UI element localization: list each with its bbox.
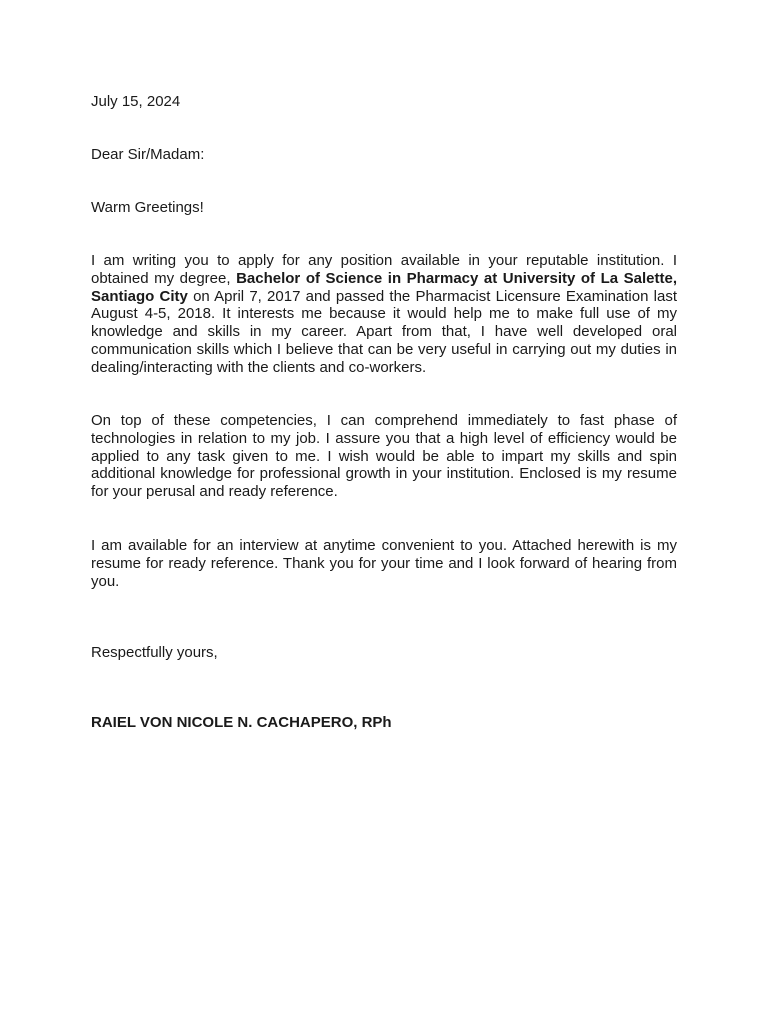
- paragraph-line: [91, 270, 677, 288]
- paragraph-line: I am available for an interview at anytime convenient to you. Attached herewith is my: [91, 537, 677, 554]
- paragraph-line: knowledge and skills in my career. Apart from that, I have well developed oral: [91, 323, 677, 341]
- body-paragraph-competencies: [91, 412, 677, 501]
- paragraph-line: I am writing you to apply for any position available in your reputable institution. I: [91, 252, 677, 269]
- salutation: Dear Sir/Madam:: [91, 146, 205, 163]
- letter-date: July 15, 2024: [91, 93, 181, 110]
- body-paragraph-application: [91, 252, 677, 377]
- paragraph-line: On top of these competencies, I can comprehend immediately to fast phase of: [91, 412, 677, 429]
- paragraph-line-text: on April 7, 2017 and passed the Pharmacist Licensure Examination last: [187, 287, 677, 305]
- paragraph-line-text: obtained my degree,: [91, 269, 237, 287]
- paragraph-line: applied to any task given to me. I wish would be able to impart my skills and spin: [91, 447, 677, 465]
- paragraph-line: you.: [91, 572, 120, 590]
- closing: Respectfully yours,: [91, 644, 218, 661]
- degree-text: Bachelor of Science in Pharmacy at University of La Salette,: [236, 269, 677, 287]
- paragraph-line: for your perusal and ready reference.: [91, 483, 338, 501]
- paragraph-line: August 4-5, 2018. It interests me because it would help me to make full use of my: [91, 305, 677, 323]
- paragraph-line: technologies in relation to my job. I assure you that a high level of efficiency would be: [91, 429, 677, 447]
- paragraph-line: additional knowledge for professional growth in your institution. Enclosed is my resume: [91, 465, 677, 483]
- paragraph-line: [91, 288, 677, 306]
- paragraph-line: resume for ready reference. Thank you for your time and I look forward of hearing from: [91, 554, 677, 572]
- greeting: Warm Greetings!: [91, 199, 204, 216]
- signature-name: RAIEL VON NICOLE N. CACHAPERO, RPh: [91, 714, 392, 731]
- school-location-text: Santiago City: [91, 287, 188, 305]
- paragraph-line: dealing/interacting with the clients and co-workers.: [91, 358, 427, 376]
- body-paragraph-availability: [91, 537, 677, 590]
- paragraph-line: communication skills which I believe that can be very useful in carrying out my duties in: [91, 340, 677, 358]
